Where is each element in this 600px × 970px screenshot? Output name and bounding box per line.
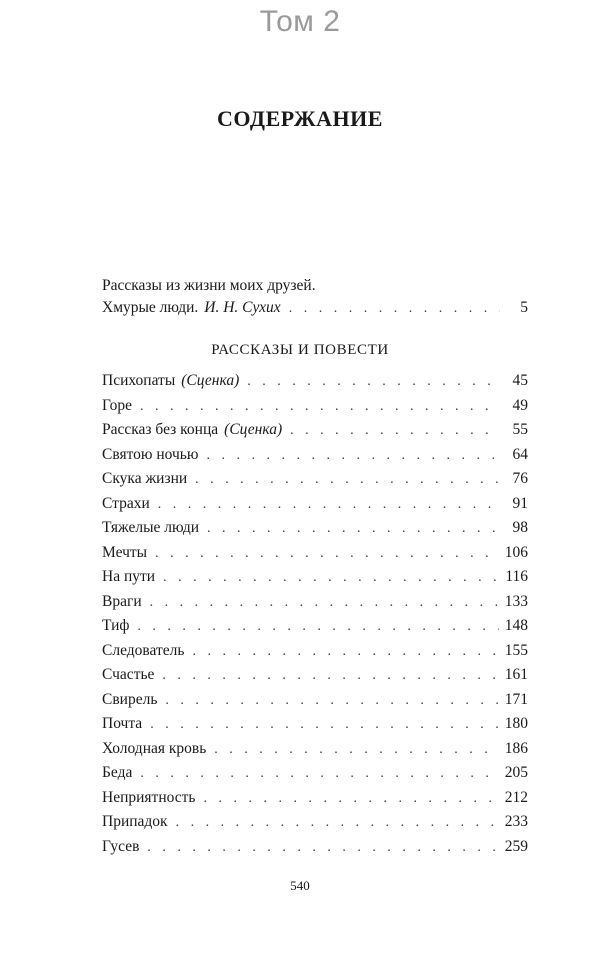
- entry-title: Рассказ без конца: [102, 421, 219, 438]
- page-number: 180: [504, 715, 528, 732]
- page-number: 76: [512, 470, 528, 487]
- entry-label: [102, 397, 132, 415]
- dot-leader: [290, 423, 500, 439]
- page-number: 45: [512, 372, 528, 389]
- toc-entry: [102, 593, 528, 618]
- dot-leader: [207, 521, 500, 537]
- intro-author: И. Н. Сухих: [204, 299, 281, 316]
- entry-label: [102, 470, 187, 488]
- dot-leader: [247, 374, 500, 390]
- entry-label: [102, 838, 139, 856]
- dot-leader: [214, 742, 498, 758]
- toc-list: [102, 372, 528, 862]
- entry-title: Тяжелые люди: [102, 519, 200, 536]
- entry-label: [102, 666, 154, 684]
- entry-label: [102, 568, 155, 586]
- entry-title: Скука жизни: [102, 470, 188, 487]
- entry-title: Горе: [102, 396, 132, 414]
- intro-label: [102, 297, 281, 319]
- dot-leader: [176, 815, 499, 831]
- toc-entry: [102, 495, 528, 520]
- page-number: 205: [504, 764, 528, 781]
- entry-title: Беда: [102, 764, 133, 781]
- intro-line-2: [102, 297, 528, 320]
- entry-label: [102, 421, 282, 439]
- dot-leader: [150, 717, 499, 733]
- volume-label: Том 2: [259, 5, 341, 38]
- toc-entry: [102, 470, 528, 495]
- dot-leader: [140, 766, 498, 782]
- entry-label: [102, 813, 168, 831]
- intro-title: Хмурые люди.: [102, 299, 199, 316]
- dot-leader: [155, 546, 499, 562]
- page-number: 212: [504, 788, 528, 806]
- entry-title: На пути: [102, 568, 156, 585]
- entry-title: Припадок: [102, 813, 168, 830]
- entry-label: [102, 715, 142, 733]
- toc-entry: [102, 372, 528, 397]
- entry-label: [102, 764, 132, 782]
- page-number: 64: [512, 445, 528, 463]
- page-number: 106: [504, 543, 528, 561]
- entry-label: [102, 372, 239, 390]
- toc-entry: [102, 715, 528, 740]
- page-number: 98: [512, 519, 528, 536]
- page-number: 155: [504, 641, 528, 659]
- entry-label: [102, 495, 150, 513]
- page-number: 161: [504, 666, 528, 683]
- entry-title: Следователь: [102, 641, 185, 659]
- entry-title: Почта: [102, 715, 143, 732]
- dot-leader: [147, 840, 498, 856]
- toc-entry: [102, 740, 528, 765]
- entry-note: (Сценка): [224, 421, 283, 438]
- dot-leader: [163, 570, 499, 586]
- dot-leader: [203, 791, 498, 807]
- dot-leader: [206, 448, 500, 464]
- dot-leader: [140, 399, 500, 415]
- entry-label: [102, 446, 198, 464]
- toc-entry: [102, 568, 528, 593]
- page-number: 133: [504, 592, 528, 610]
- page-number: 171: [504, 690, 528, 708]
- entry-title: Тиф: [102, 617, 130, 634]
- toc-entry: [102, 397, 528, 422]
- page-number: 116: [505, 568, 528, 585]
- entry-title: Психопаты: [102, 372, 176, 389]
- entry-label: [102, 544, 147, 562]
- page-number: 49: [512, 396, 528, 414]
- entry-label: [102, 593, 142, 611]
- section-heading: РАССКАЗЫ И ПОВЕСТИ: [211, 342, 389, 358]
- toc-entry: [102, 691, 528, 716]
- entry-label: [102, 617, 129, 635]
- entry-title: Неприятность: [102, 788, 196, 806]
- toc-entry: [102, 519, 528, 544]
- entry-label: [102, 519, 199, 537]
- toc-entry: [102, 642, 528, 667]
- page-number: 5: [520, 299, 528, 316]
- page-title: СОДЕРЖАНИЕ: [217, 106, 383, 131]
- entry-label: [102, 789, 195, 807]
- dot-leader: [158, 497, 500, 513]
- entry-title: Свирель: [102, 690, 158, 708]
- folio-page-number: 540: [290, 878, 310, 893]
- page-number: 186: [504, 739, 528, 757]
- toc-entry: [102, 421, 528, 446]
- toc-entry: [102, 789, 528, 814]
- toc-entry: [102, 813, 528, 838]
- toc-entry: [102, 446, 528, 471]
- entry-label: [102, 691, 157, 709]
- dot-leader: [192, 644, 498, 660]
- dot-leader: [165, 693, 498, 709]
- intro-entry: [102, 275, 528, 320]
- dot-leader: [162, 668, 498, 684]
- entry-title: Счастье: [102, 666, 155, 683]
- dot-leader: [137, 619, 498, 635]
- page-number: 91: [512, 494, 528, 512]
- toc-entry: [102, 666, 528, 691]
- entry-label: [102, 740, 206, 758]
- entry-title: Холодная кровь: [102, 739, 207, 757]
- entry-title: Святою ночью: [102, 445, 199, 463]
- dot-leader: [195, 472, 500, 488]
- entry-title: Враги: [102, 592, 142, 610]
- entry-title: Мечты: [102, 543, 148, 561]
- page-number: 55: [512, 421, 528, 438]
- entry-title: Страхи: [102, 494, 150, 512]
- page-number: 233: [504, 813, 528, 830]
- entry-label: [102, 642, 184, 660]
- page-number: 259: [504, 837, 528, 855]
- entry-note: (Сценка): [181, 372, 240, 389]
- toc-entry: [102, 617, 528, 642]
- page-number: 148: [504, 617, 528, 634]
- intro-line-1: Рассказы из жизни моих друзей.: [102, 277, 316, 294]
- dot-leader: [289, 298, 500, 320]
- toc-entry: [102, 764, 528, 789]
- toc-entry: [102, 838, 528, 863]
- dot-leader: [150, 595, 499, 611]
- entry-title: Гусев: [102, 837, 140, 855]
- toc-entry: [102, 544, 528, 569]
